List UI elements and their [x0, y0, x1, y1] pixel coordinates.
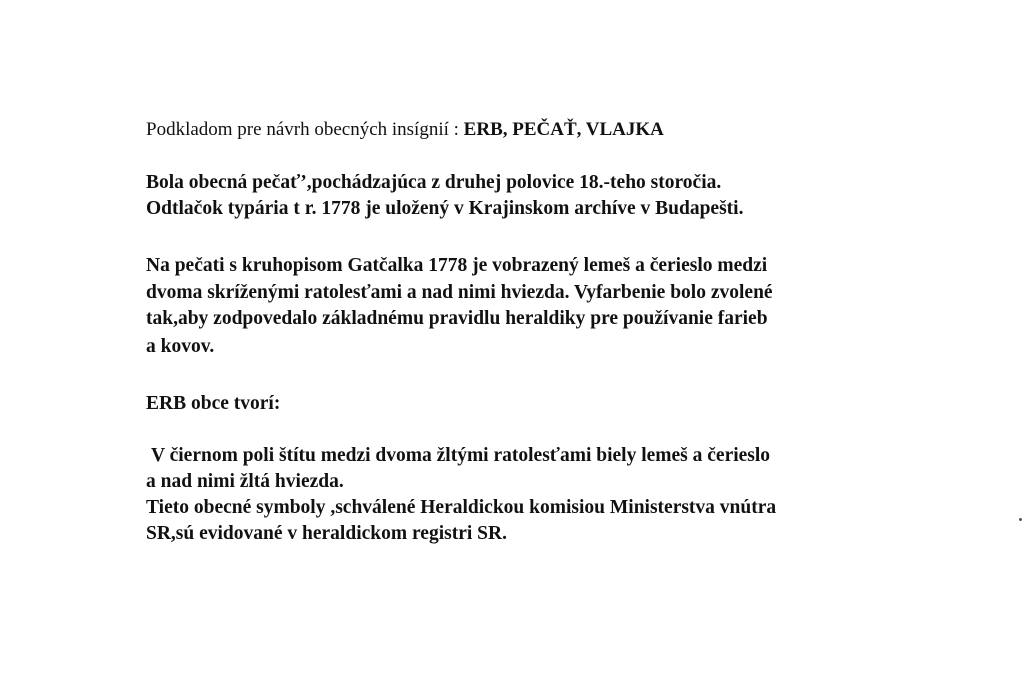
- coat-line-1: V čiernom poli štítu medzi dvoma žltými ratolesťami biely lemeš a čerieslo: [151, 445, 771, 466]
- seal-line-4: a kovov.: [146, 336, 215, 357]
- intro-insignia: ERB, PEČAŤ, VLAJKA: [463, 119, 664, 140]
- seal-line-2: dvoma skríženými ratolesťami a nad nimi hviezda. Vyfarbenie bolo zvolené: [146, 282, 773, 303]
- intro-label: Podkladom pre návrh obecných insígnií :: [146, 119, 459, 140]
- seal-line-1: Na pečati s kruhopisom Gatčalka 1778 je vobrazený lemeš a čerieslo medzi: [146, 255, 768, 276]
- coat-line-4: SR,sú evidované v heraldickom registri SR.: [146, 523, 507, 544]
- history-line-1: Bola obecná pečať’,pochádzajúca z druhej polovice 18.-teho storočia.: [146, 172, 722, 193]
- coat-line-2: a nad nimi žltá hviezda.: [146, 471, 344, 492]
- seal-line-3: tak,aby zodpovedalo základnému pravidlu heraldiky pre používanie farieb: [146, 308, 768, 329]
- scan-edge-mark: [1019, 518, 1022, 521]
- history-line-2: Odtlačok typária t r. 1778 je uložený v Krajinskom archíve v Budapešti.: [146, 198, 744, 219]
- coat-line-3: Tieto obecné symboly ,schválené Heraldickou komisiou Ministerstva vnútra: [146, 497, 777, 518]
- coat-heading: ERB obce tvorí:: [146, 393, 281, 414]
- intro-line: [146, 118, 664, 142]
